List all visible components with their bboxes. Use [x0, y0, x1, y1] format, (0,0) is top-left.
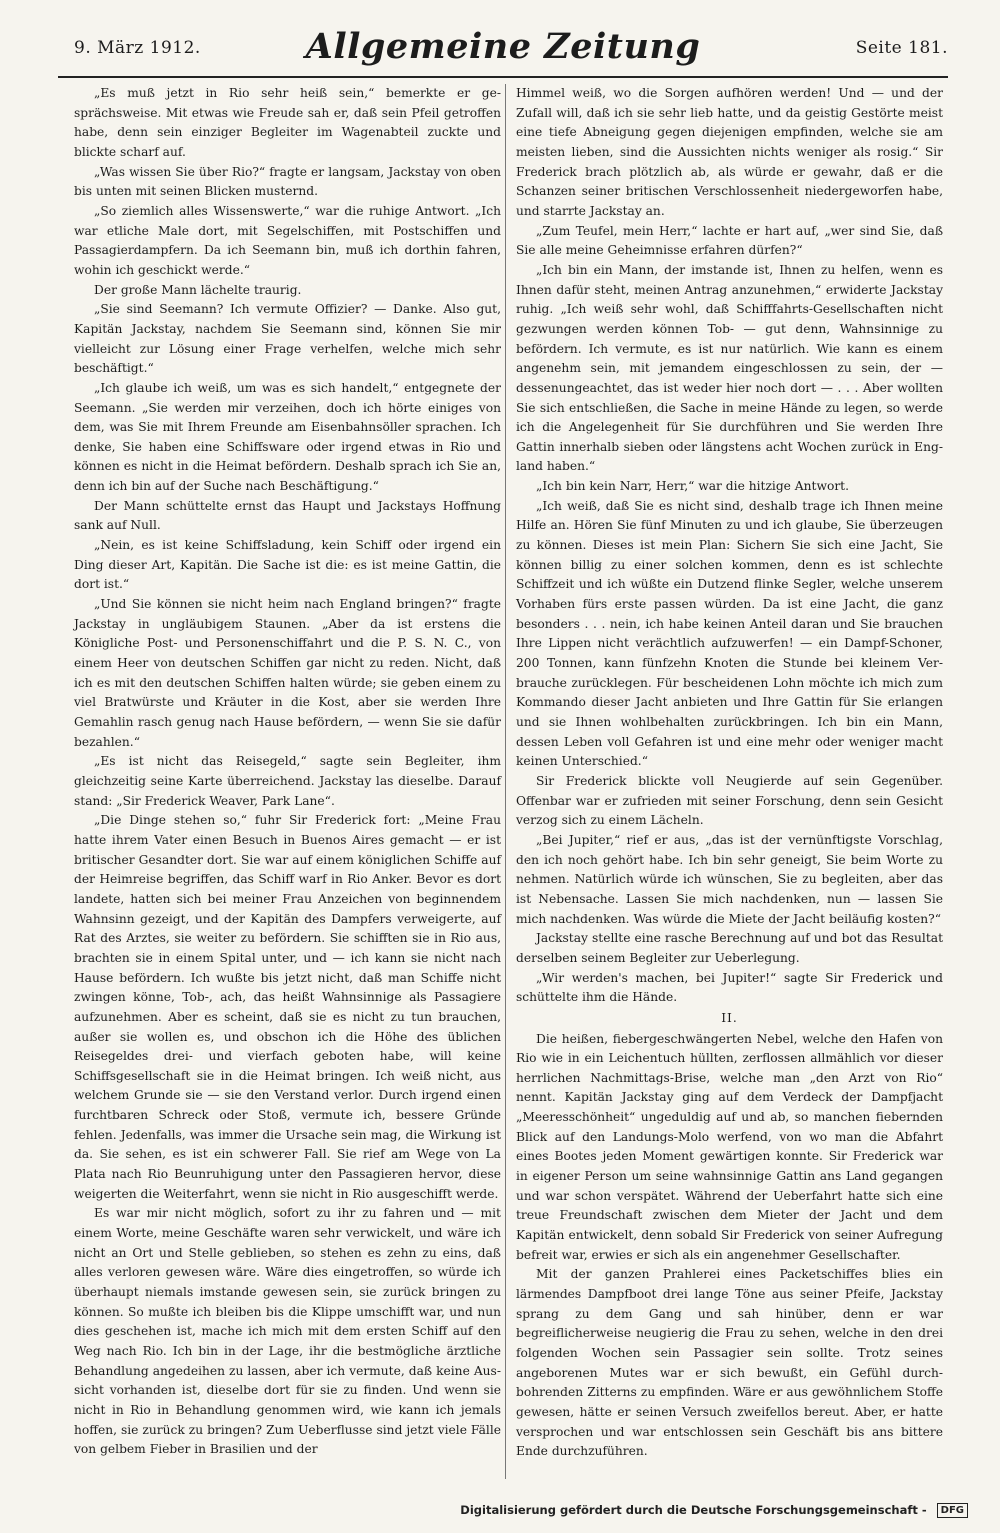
- paragraph: „Ich bin kein Narr, Herr,“ war die hitzige Antwort.: [536, 479, 849, 494]
- paragraph: Sir Frederick blickte voll Neugierde auf sein Gegenüber. Offenbar war er zufrieden mit seiner Forschung, denn sein Gesicht verzog sich zu einem Lächeln.: [516, 773, 943, 828]
- paragraph: „Zum Teufel, mein Herr,“ lachte er hart auf, „wer sind Sie, daß Sie alle meine Geheimnisse erfahren dürfen?“: [516, 223, 943, 258]
- page-header: [58, 24, 948, 78]
- paragraph: „Ich bin ein Mann, der imstande ist, Ihnen zu helfen, wenn es Ihnen dafür steht, meinen Antrag anzunehmen,“ erwiderte Jackstay ruhig. „Ich weiß sehr wohl, daß Schifffahrts-Gesellschaften nicht gezwungen werden können Tob- — gut denn, Wahnsinnige zu befördern. Ich vermute, es ist nur natürlich. Wie kann es einem angenehm sein, mit jemandem eingeschlossen zu sein, der — dessenungeachtet, das ist weder hier noch dort — . . . Aber wollten Sie sich entschließen, die Sache in meine Hände zu legen, so werde ich die Angelegenheit für Sie durchführen und Sie werden Ihre Gattin innerhalb sieben oder längstens acht Wochen zurück in England haben.“: [516, 262, 943, 474]
- paragraph: Der große Mann lächelte traurig.: [94, 282, 302, 297]
- paragraph: „Ich glaube ich weiß, um was es sich handelt,“ entgegnete der Seemann. „Sie werden mir verzeihen, doch ich hörte einiges von dem, was Sie mit Ihrem Freunde am Eisenbahnsöller sprachen. Ich denke, Sie haben eine Schiffsware oder irgend etwas in Rio und können es nicht in die Heimat befördern. Deshalb sprach ich Sie an, denn ich bin auf der Suche nach Beschäftigung.“: [74, 380, 501, 494]
- paragraph: „Und Sie können sie nicht heim nach England bringen?“ fragte Jackstay in ungläubigem Staunen. „Aber da ist erstens die Königliche Post- und Personenschiffahrt und die P. S. N. C., von einem Heer von deutschen Schiffen gar nicht zu reden. Nicht, daß ich es mit den deutschen Schiffen halten würde; sie geben einem zu viel Bratwürste und Kräuter in die Kost, aber sie werden Ihre Gemahlin rasch genug nach Hause befördern, — wenn Sie sie dafür bezahlen.“: [74, 597, 501, 749]
- paragraph: „Ich weiß, daß Sie es nicht sind, deshalb trage ich Ihnen meine Hilfe an. Hören Sie fünf Minuten zu und ich glaube, Sie überzeugen zu können. Dieses ist mein Plan: Sichern Sie sich eine Jacht, Sie können billig zu einer solchen kommen, denn es ist schlechte Schiffzeit und ich wüßte ein Dutzend flinke Segler, welche unserem Vorhaben fürs erste passen würden. Da ist eine Jacht, die ganz besonders . . . nein, ich habe keinen Anteil daran und Sie brauchen Ihre Lippen nicht verächtlich aufzuwerfen! — ein Dampf-Schoner, 200 Tonnen, kann fünfzehn Knoten die Stunde bei kleinem Verbrauche zurücklegen. Für bescheidenen Lohn möchte ich mich zum Kommando dieser Jacht anbieten und Ihre Gattin für Sie erlangen und sie Ihnen wohlbehalten zurückbringen. Ich bin ein Mann, dessen Leben voll Gefahren ist und eine mehr oder weniger macht keinen Unterschied.“: [516, 498, 943, 769]
- footer-credit: [460, 1503, 968, 1518]
- paragraph: Der Mann schüttelte ernst das Haupt und Jackstays Hoffnung sank auf Null.: [74, 498, 501, 533]
- paragraph: „Was wissen Sie über Rio?“ fragte er langsam, Jackstay von oben bis unten mit seinen Blicken musternd.: [74, 164, 501, 199]
- column-divider: [505, 84, 506, 1479]
- newspaper-title: Allgemeine Zeitung: [305, 26, 701, 67]
- paragraph: Die heißen, fiebergeschwängerten Nebel, welche den Hafen von Rio wie in ein Leichentuch hüllten, zerflossen allmählich vor dieser herrlichen Nachmittags-Brise, welche man „den Arzt von Rio“ nennt. Kapitän Jackstay ging auf dem Verdeck der Dampfjacht „Meeresschönheit“ ungeduldig auf und ab, so manchen fiebernden Blick auf den Landungs-Molo werfend, von wo man die Abfahrt eines Bootes jeden Moment gewärtigen konnte. Sir Frederick war in eigener Person um seine wahnsinnige Gattin ans Land gegangen und war schon verspätet. Während der Ueberfahrt hatte sich eine treue Freundschaft zwischen dem Mieter der Jacht und dem Kapitän entwickelt, denn sobald Sir Frederick von seiner Aufregung befreit war, erwies er sich als ein angenehmer Gesellschafter.: [516, 1031, 943, 1262]
- newspaper-page: [58, 24, 948, 1514]
- paragraph: „Sie sind Seemann? Ich vermute Offizier? — Danke. Also gut, Kapitän Jackstay, nachdem Sie Seemann sind, können Sie mir vielleicht zur Lösung einer Frage verhelfen, welche mich sehr beschäftigt.“: [74, 302, 501, 376]
- paragraph: Jackstay stellte eine rasche Berechnung auf und bot das Resultat derselben seinem Begleiter zur Ueberlegung.: [516, 931, 943, 965]
- paragraph: „Die Dinge stehen so,“ fuhr Sir Frederick fort: „Meine Frau hatte ihrem Vater einen Besuch in Buenos Aires gemacht — er ist britischer Gesandter dort. Sie war auf einem königlichen Schiffe auf der Heimreise begriffen, das Schiff warf in Rio Anker. Bevor es dort landete, hatten sich bei meiner Frau Anzeichen von beginnendem Wahnsinn gezeigt, und der Kapitän des Dampfers verweigerte, auf Rat des Arztes, sie weiter zu befördern. Sie schifften sie in Rio aus, brachten sie in einem Spital unter, und — ich kann sie nicht nach Hause befördern. Ich wußte bis jetzt nicht, daß man Schiffe nicht zwingen könne, Tob-, ach, das heißt Wahnsinnige als Passagiere aufzunehmen. Aber es scheint, daß sie es nicht zu tun brauchen, außer sie wollen es, und obschon ich die Höhe des üblichen Reisegeldes drei- und vierfach geboten habe, will keine Schiffsgesellschaft sie in die Heimat bringen. Ich weiß nicht, aus welchem Grunde sie — sie den Verstand verlor. Durch irgend einen furchtbaren Schreck oder Stoß, vermute ich, bessere Gründe fehlen. Jedenfalls, was immer die Ursache sein mag, die Wirkung ist da. Sie sehen, es ist ein schwerer Fall. Sie rief am Wege von La Plata nach Rio Beunruhigung unter den Passagieren hervor, diese weigerten die Weiterfahrt, wenn sie nicht in Rio ausgeschifft werde.: [74, 813, 501, 1201]
- section-heading: II.: [721, 1010, 738, 1025]
- dfg-logo: DFG: [937, 1503, 968, 1518]
- paragraph: „Nein, es ist keine Schiffsladung, kein Schiff oder irgend ein Ding dieser Art, Kapitän. Die Sache ist die: es ist meine Gattin, die dort ist.“: [74, 538, 501, 592]
- paragraph: Es war mir nicht möglich, sofort zu ihr zu fahren und — mit einem Worte, meine Geschäfte waren sehr verwickelt, und wäre ich nicht an Ort und Stelle geblieben, so stehen es zehn zu eins, daß alles verloren gewesen wäre. Wäre dies eingetroffen, so würde ich überhaupt niemals imstande gewesen sein, sie zurück bringen zu können. So mußte ich bleiben bis die Klippe umschifft war, und nun dies geschehen ist, mache ich mich mit dem ersten Schiff auf den Weg nach Rio. Ich bin in der Lage, ihr die bestmögliche ärztliche Behandlung angedeihen zu lassen, aber ich vermute, daß keine Aussicht vorhanden ist, dieselbe dort für sie zu finden. Und wenn sie nicht in Rio in Behandlung genommen wird, wie kann ich jemals hoffen, sie zurück zu bringen? Zum Ueberflusse sind jetzt viele Fälle von gelbem Fieber in Brasilien und der: [74, 1206, 501, 1457]
- left-column: [74, 84, 501, 1460]
- right-column: [516, 84, 943, 1462]
- paragraph: „Wir werden's machen, bei Jupiter!“ sagte Sir Frederick und schüttelte ihm die Hände.: [516, 970, 943, 1005]
- paragraph: „Es muß jetzt in Rio sehr heiß sein,“ bemerkte er gesprächsweise. Mit etwas wie Freude sah er, daß sein Pfeil getroffen habe, denn sein einziger Begleiter im Wagenabteil zuckte und blickte scharf auf.: [74, 86, 501, 159]
- paragraph: „Es ist nicht das Reisegeld,“ sagte sein Begleiter, ihm gleichzeitig seine Karte überreichend. Jackstay las dieselbe. Darauf stand: „Sir Frederick Weaver, Park Lane“.: [74, 754, 501, 808]
- page-number: Seite 181.: [855, 38, 948, 58]
- paragraph: Mit der ganzen Prahlerei eines Packetschiffes blies ein lärmendes Dampfboot drei lange Töne aus seiner Pfeife, Jackstay sprang zu dem Gang und sah hinüber, denn er war begreiflicherweise neugierig die Frau zu sehen, welche in den drei folgenden Wochen sein Passagier sein sollte. Trotz seines angeborenen Mutes war er sich bewußt, ein Gefühl durchbohrenden Zitterns zu empfinden. Wäre er aus gewöhnlichem Stoffe gewesen, hätte er seinen Versuch zweifellos bereut. Aber, er hatte versprochen und war entschlossen sein Geschäft bis ans bittere Ende durchzuführen.: [516, 1267, 943, 1459]
- paragraph: Himmel weiß, wo die Sorgen aufhören werden! Und — und der Zufall will, daß ich sie sehr lieb hatte, und da geistig Gestörte meist eine tiefe Abneigung gegen diejenigen empfinden, welche sie am meisten lieben, sind die Aussichten nichts weniger als rosig.“ Sir Frederick brach plötzlich ab, als würde er gewahr, daß er die Schanzen seiner britischen Verschlossenheit niedergeworfen habe, und starrte Jackstay an.: [516, 86, 943, 218]
- issue-date: 9. März 1912.: [74, 38, 201, 58]
- funding-credit: Digitalisierung gefördert durch die Deutsche Forschungsgemeinschaft -: [460, 1503, 927, 1517]
- paragraph: „Bei Jupiter,“ rief er aus, „das ist der vernünftigste Vorschlag, den ich noch gehört habe. Ich bin sehr geneigt, Sie beim Worte zu nehmen. Natürlich würde ich wünschen, Sie zu begleiten, aber das ist Nebensache. Lassen Sie mich nachdenken, nun — lassen Sie mich nachdenken. Was würde die Miete der Jacht beiläufig kosten?“: [516, 832, 943, 926]
- paragraph: „So ziemlich alles Wissenswerte,“ war die ruhige Antwort. „Ich war etliche Male dort, mit Segelschiffen, mit Postschiffen und Passagierdampfern. Da ich Seemann bin, muß ich dorthin fahren, wohin ich geschickt werde.“: [74, 203, 501, 277]
